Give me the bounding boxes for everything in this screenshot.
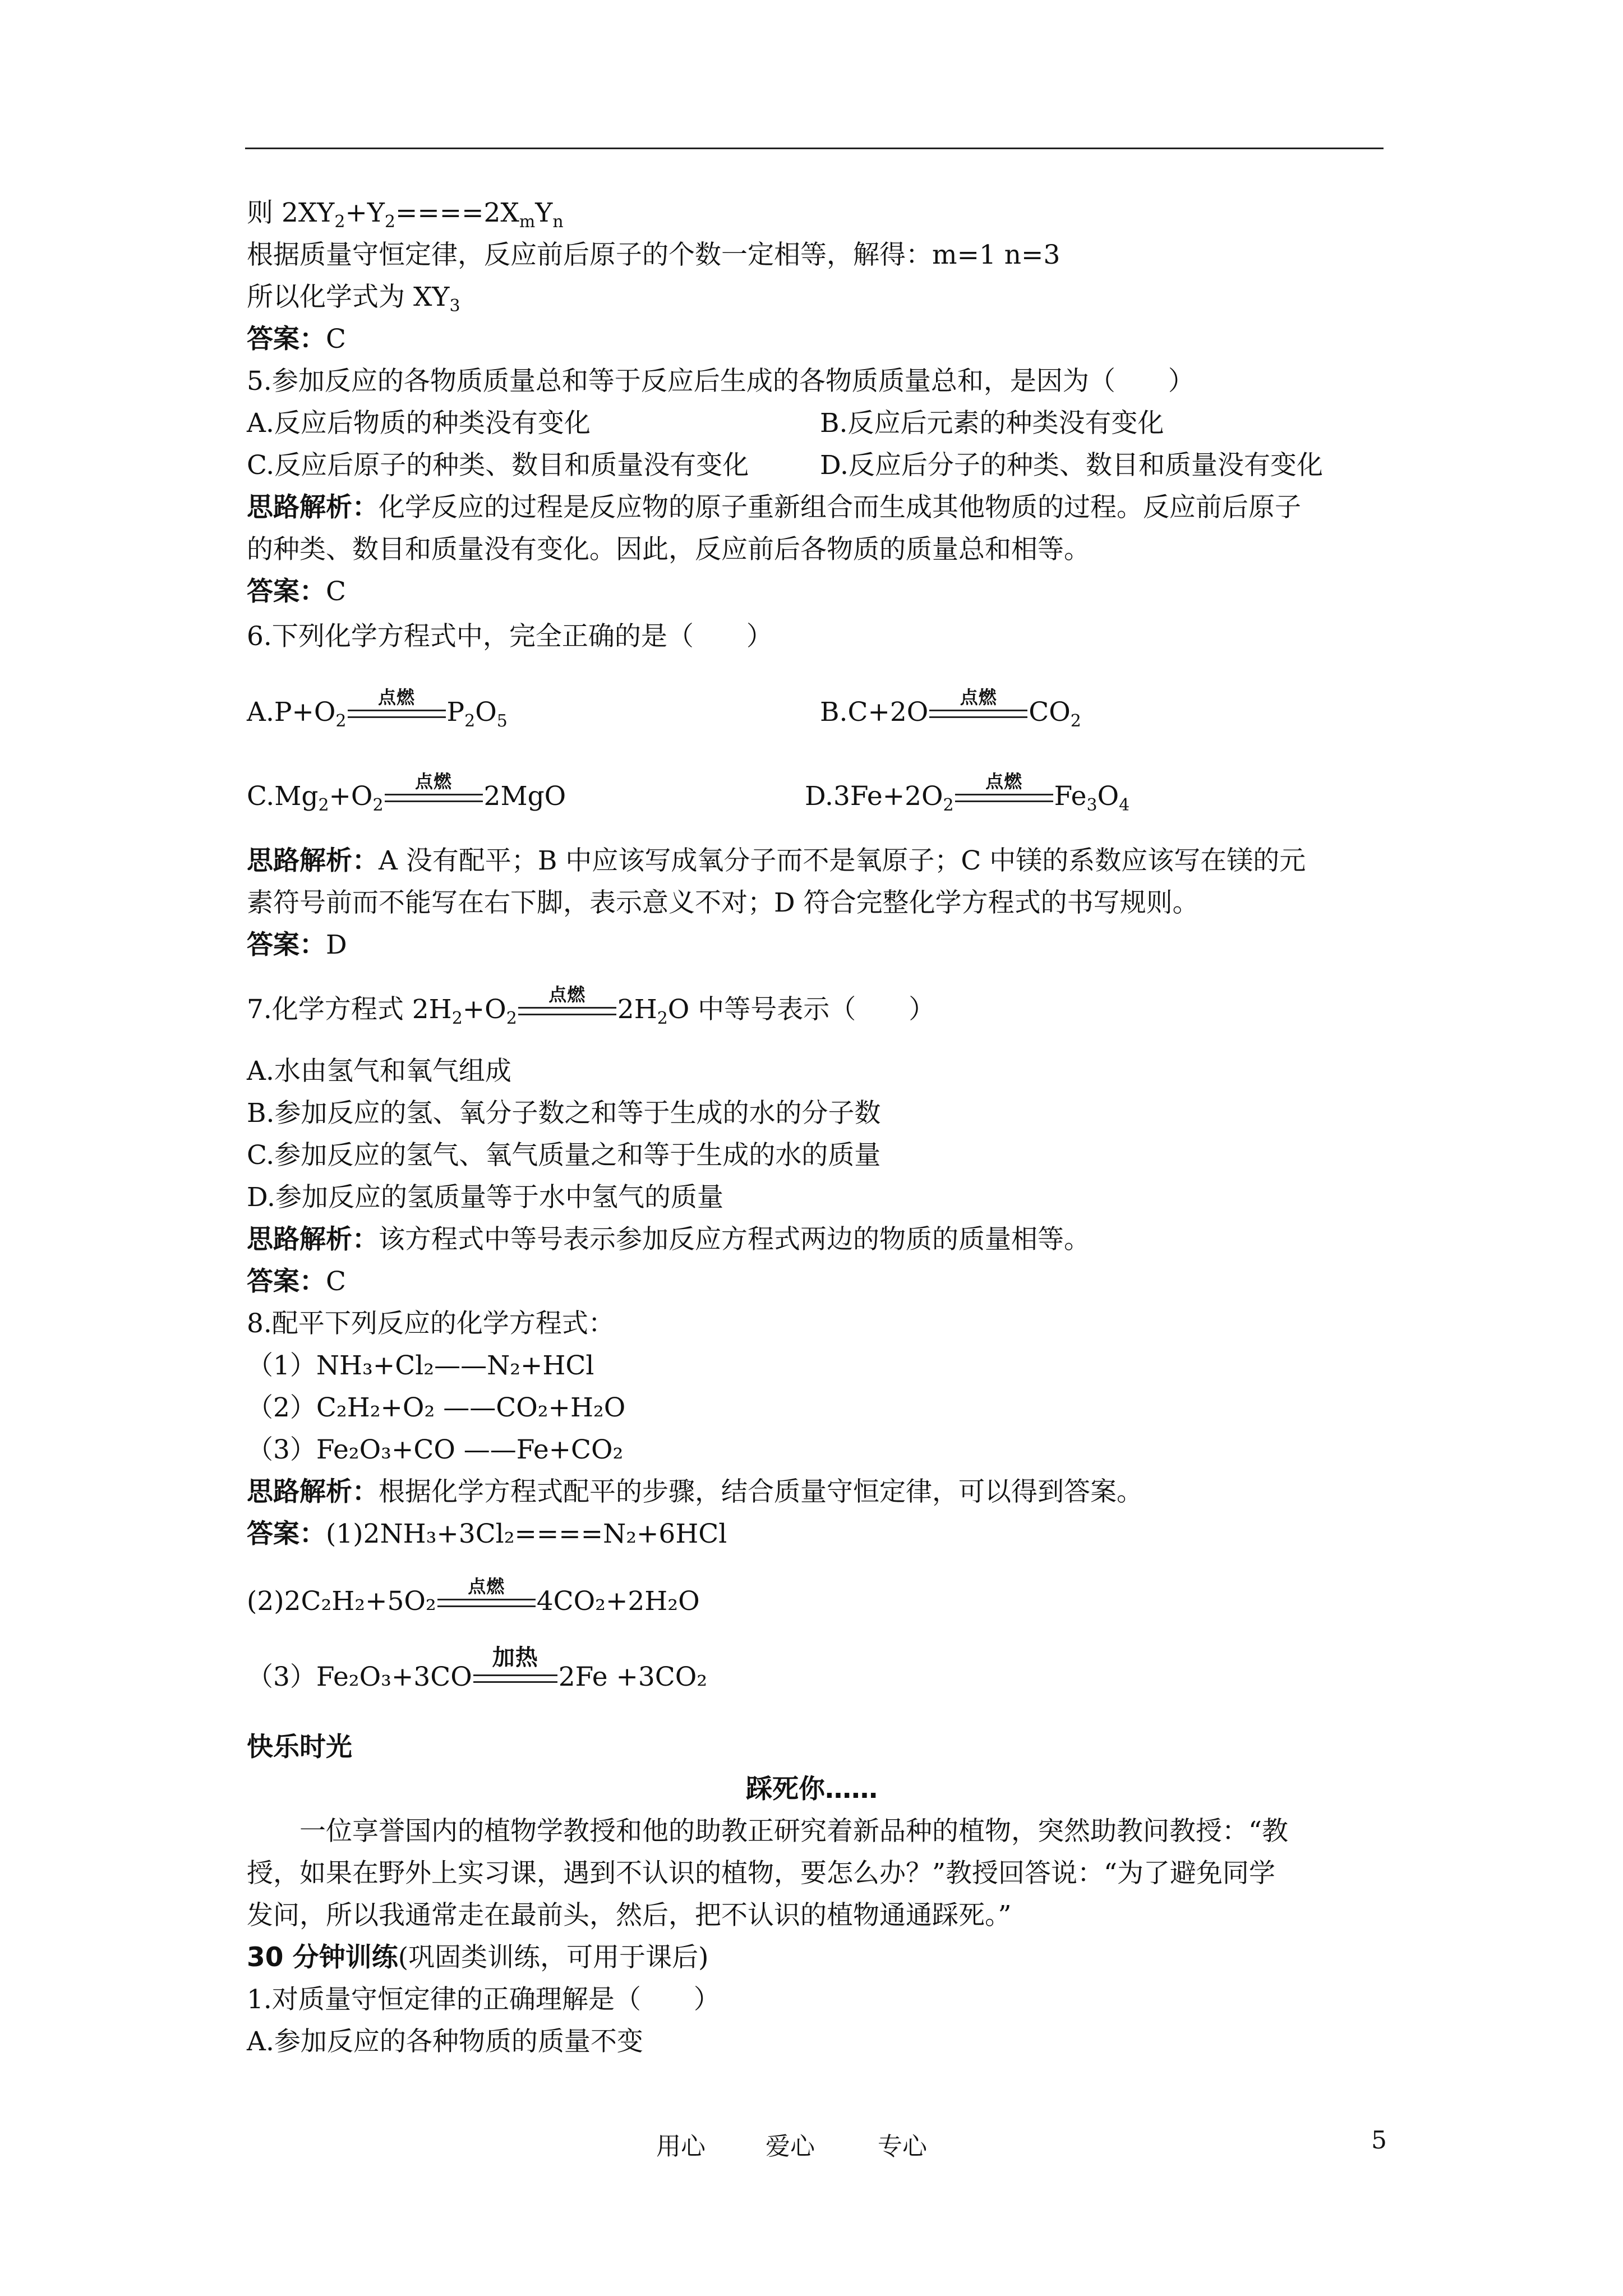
text-line: 素符号前而不能写在右下脚，表示意义不对；D 符合完整化学方程式的书写规则。: [247, 887, 1199, 918]
story-paragraph: 一位享誉国内的植物学教授和他的助教正研究着新品种的植物，突然助教问教授：“教: [299, 1816, 1289, 1847]
reaction-arrow: 点燃: [385, 785, 483, 807]
text-line: 的种类、数目和质量没有变化。因此，反应前后各物质的质量总和相等。: [247, 534, 1090, 565]
answer-line: (2)2C₂H₂+5O₂ 点燃 4CO₂+2H₂O: [247, 1576, 700, 1617]
text-line: （1）NH₃+Cl₂——N₂+HCl: [247, 1350, 594, 1381]
option-b: B.C+2O 点燃 $CO_2$: [820, 687, 1081, 731]
question-7: 7.化学方程式 $2H_2+O_2$ 点燃 $2H_2O$ 中等号表示（ ）: [247, 984, 935, 1028]
reaction-arrow: 点燃: [518, 998, 616, 1020]
analysis-line: 思路解析：化学反应的过程是反应物的原子重新组合而生成其他物质的过程。反应前后原子: [247, 492, 1301, 523]
story-paragraph: 授，如果在野外上实习课，遇到不认识的植物，要怎么办？”教授回答说：“为了避免同学: [247, 1858, 1276, 1889]
option-d: $D.3Fe+2O_2$ 点燃 $Fe_3O_4$: [805, 771, 1130, 815]
option-a: A.水由氢气和氧气组成: [247, 1056, 511, 1087]
question-8: 8.配平下列反应的化学方程式：: [247, 1308, 615, 1339]
reaction-arrow: 点燃: [955, 785, 1053, 807]
option-a: A.反应后物质的种类没有变化: [247, 408, 591, 439]
footer-text: 用心: [656, 2132, 706, 2161]
option-b: B.参加反应的氢、氧分子数之和等于生成的水的分子数: [247, 1098, 881, 1129]
section-heading: 30 分钟训练(巩固类训练，可用于课后): [247, 1942, 709, 1973]
analysis-line: 思路解析：根据化学方程式配平的步骤，结合质量守恒定律，可以得到答案。: [247, 1476, 1143, 1507]
option-c: $C.Mg_2+O_2$ 点燃 2MgO: [247, 771, 566, 815]
text-line: （3）Fe₂O₃+CO ——Fe+CO₂: [247, 1434, 624, 1465]
footer-text: 专心: [878, 2132, 927, 2161]
section-heading: 快乐时光: [247, 1732, 352, 1763]
analysis-line: 思路解析：A 没有配平；B 中应该写成氧分子而不是氧原子；C 中镁的系数应该写在镁的元: [247, 845, 1306, 876]
option-d: D.反应后分子的种类、数目和质量没有变化: [820, 450, 1323, 481]
option-d: D.参加反应的氢质量等于水中氢气的质量: [247, 1182, 723, 1213]
option-c: C.反应后原子的种类、数目和质量没有变化: [247, 450, 749, 481]
text-line: 所以化学式为 $XY_3$: [247, 282, 460, 316]
story-title: 踩死你……: [746, 1774, 878, 1805]
answer-line: （3）Fe₂O₃+3CO 加热 2Fe +3CO₂: [247, 1645, 708, 1692]
answer-line: 答案：C: [247, 576, 346, 607]
option-a: A.参加反应的各种物质的质量不变: [247, 2026, 643, 2057]
text-line: 根据质量守恒定律，反应前后原子的个数一定相等，解得：m=1 n=3: [247, 240, 1061, 270]
question-6: 6.下列化学方程式中，完全正确的是（ ）: [247, 621, 773, 652]
header-rule: [245, 148, 1384, 149]
reaction-arrow: 点燃: [348, 701, 446, 723]
question-5: 5.参加反应的各物质质量总和等于反应后生成的各物质质量总和，是因为（ ）: [247, 366, 1195, 397]
option-b: B.反应后元素的种类没有变化: [820, 408, 1164, 439]
answer-line: 答案：C: [247, 324, 346, 355]
question-1: 1.对质量守恒定律的正确理解是（ ）: [247, 1984, 720, 2015]
text-line: （2）C₂H₂+O₂ ——CO₂+H₂O: [247, 1392, 626, 1423]
answer-line: 答案：(1)2NH₃+3Cl₂====N₂+6HCl: [247, 1519, 727, 1549]
footer-text: 爱心: [766, 2132, 815, 2161]
reaction-arrow: 点燃: [929, 701, 1027, 723]
analysis-line: 思路解析：该方程式中等号表示参加反应方程式两边的物质的质量相等。: [247, 1224, 1090, 1255]
answer-line: 答案：C: [247, 1266, 346, 1297]
option-a: $A.P+O_2$ 点燃 $P_2O_5$: [247, 687, 508, 731]
text-line: 则 $2XY_2+Y_2====2X_mY_n$: [247, 197, 564, 232]
page-number: 5: [1371, 2126, 1387, 2155]
story-paragraph: 发问，所以我通常走在最前头，然后，把不认识的植物通通踩死。”: [247, 1900, 1012, 1931]
option-c: C.参加反应的氢气、氧气质量之和等于生成的水的质量: [247, 1140, 881, 1171]
reaction-arrow: 加热: [473, 1665, 557, 1688]
answer-line: 答案：D: [247, 930, 347, 960]
reaction-arrow: 点燃: [437, 1590, 536, 1612]
